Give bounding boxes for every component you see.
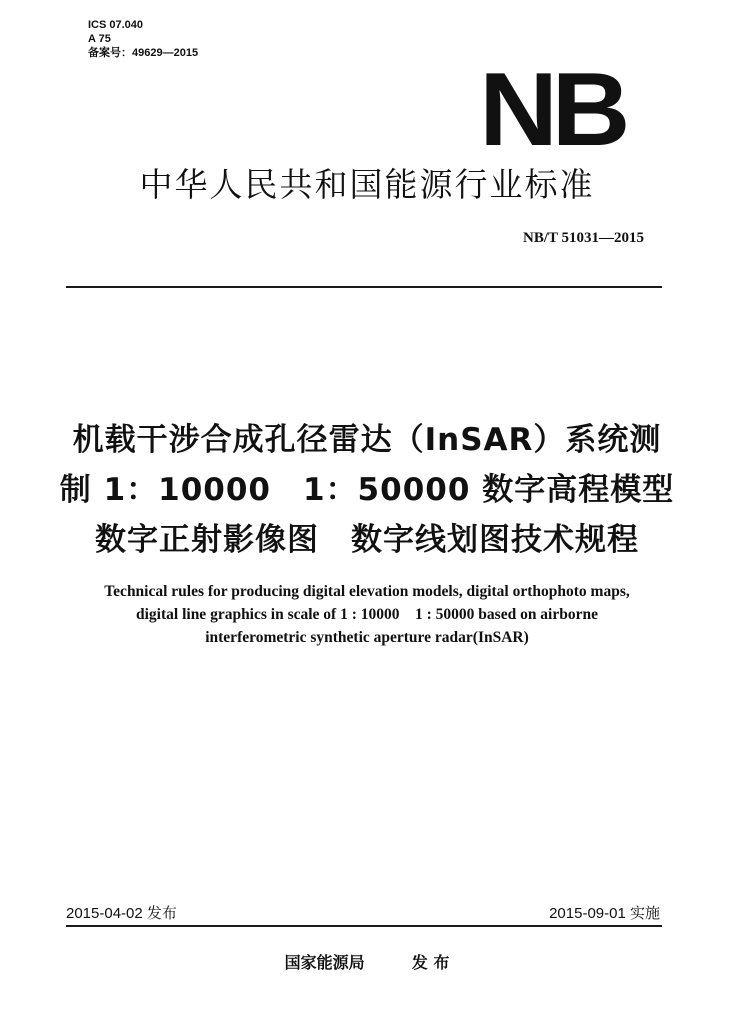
issuer-name: 国家能源局 [284, 953, 365, 972]
classification-block [88, 18, 198, 60]
ccs-code: A 75 [88, 33, 111, 45]
standard-number: NB/T 51031—2015 [523, 230, 644, 246]
english-title [0, 580, 734, 649]
english-title-line-3: interferometric synthetic aperture radar(InSAR) [205, 629, 529, 646]
filing-number: 备案号：49629—2015 [88, 47, 199, 59]
bottom-divider [66, 925, 662, 927]
organization-title: 中华人民共和国能源行业标准 [139, 165, 595, 204]
nb-logo: NB [478, 52, 624, 168]
ics-code: ICS 07.040 [88, 19, 144, 31]
english-title-line-1: Technical rules for producing digital elevation models, digital orthophoto maps, [104, 583, 630, 600]
issue-label: 发 布 [411, 953, 450, 972]
chinese-title-line-2: 制 1：10000 1：50000 数字高程模型 [59, 472, 675, 508]
chinese-title-line-1: 机载干涉合成孔径雷达（InSAR）系统测 [72, 422, 662, 458]
top-divider [66, 286, 662, 288]
chinese-title [0, 415, 734, 565]
issue-date: 2015-04-02 发布 [66, 905, 177, 922]
chinese-title-line-3: 数字正射影像图 数字线划图技术规程 [95, 522, 639, 558]
english-title-line-2: digital line graphics in scale of 1 : 10000 1 : 50000 based on airborne [136, 606, 598, 623]
publisher-line [0, 950, 734, 973]
implementation-date: 2015-09-01 实施 [549, 905, 660, 922]
